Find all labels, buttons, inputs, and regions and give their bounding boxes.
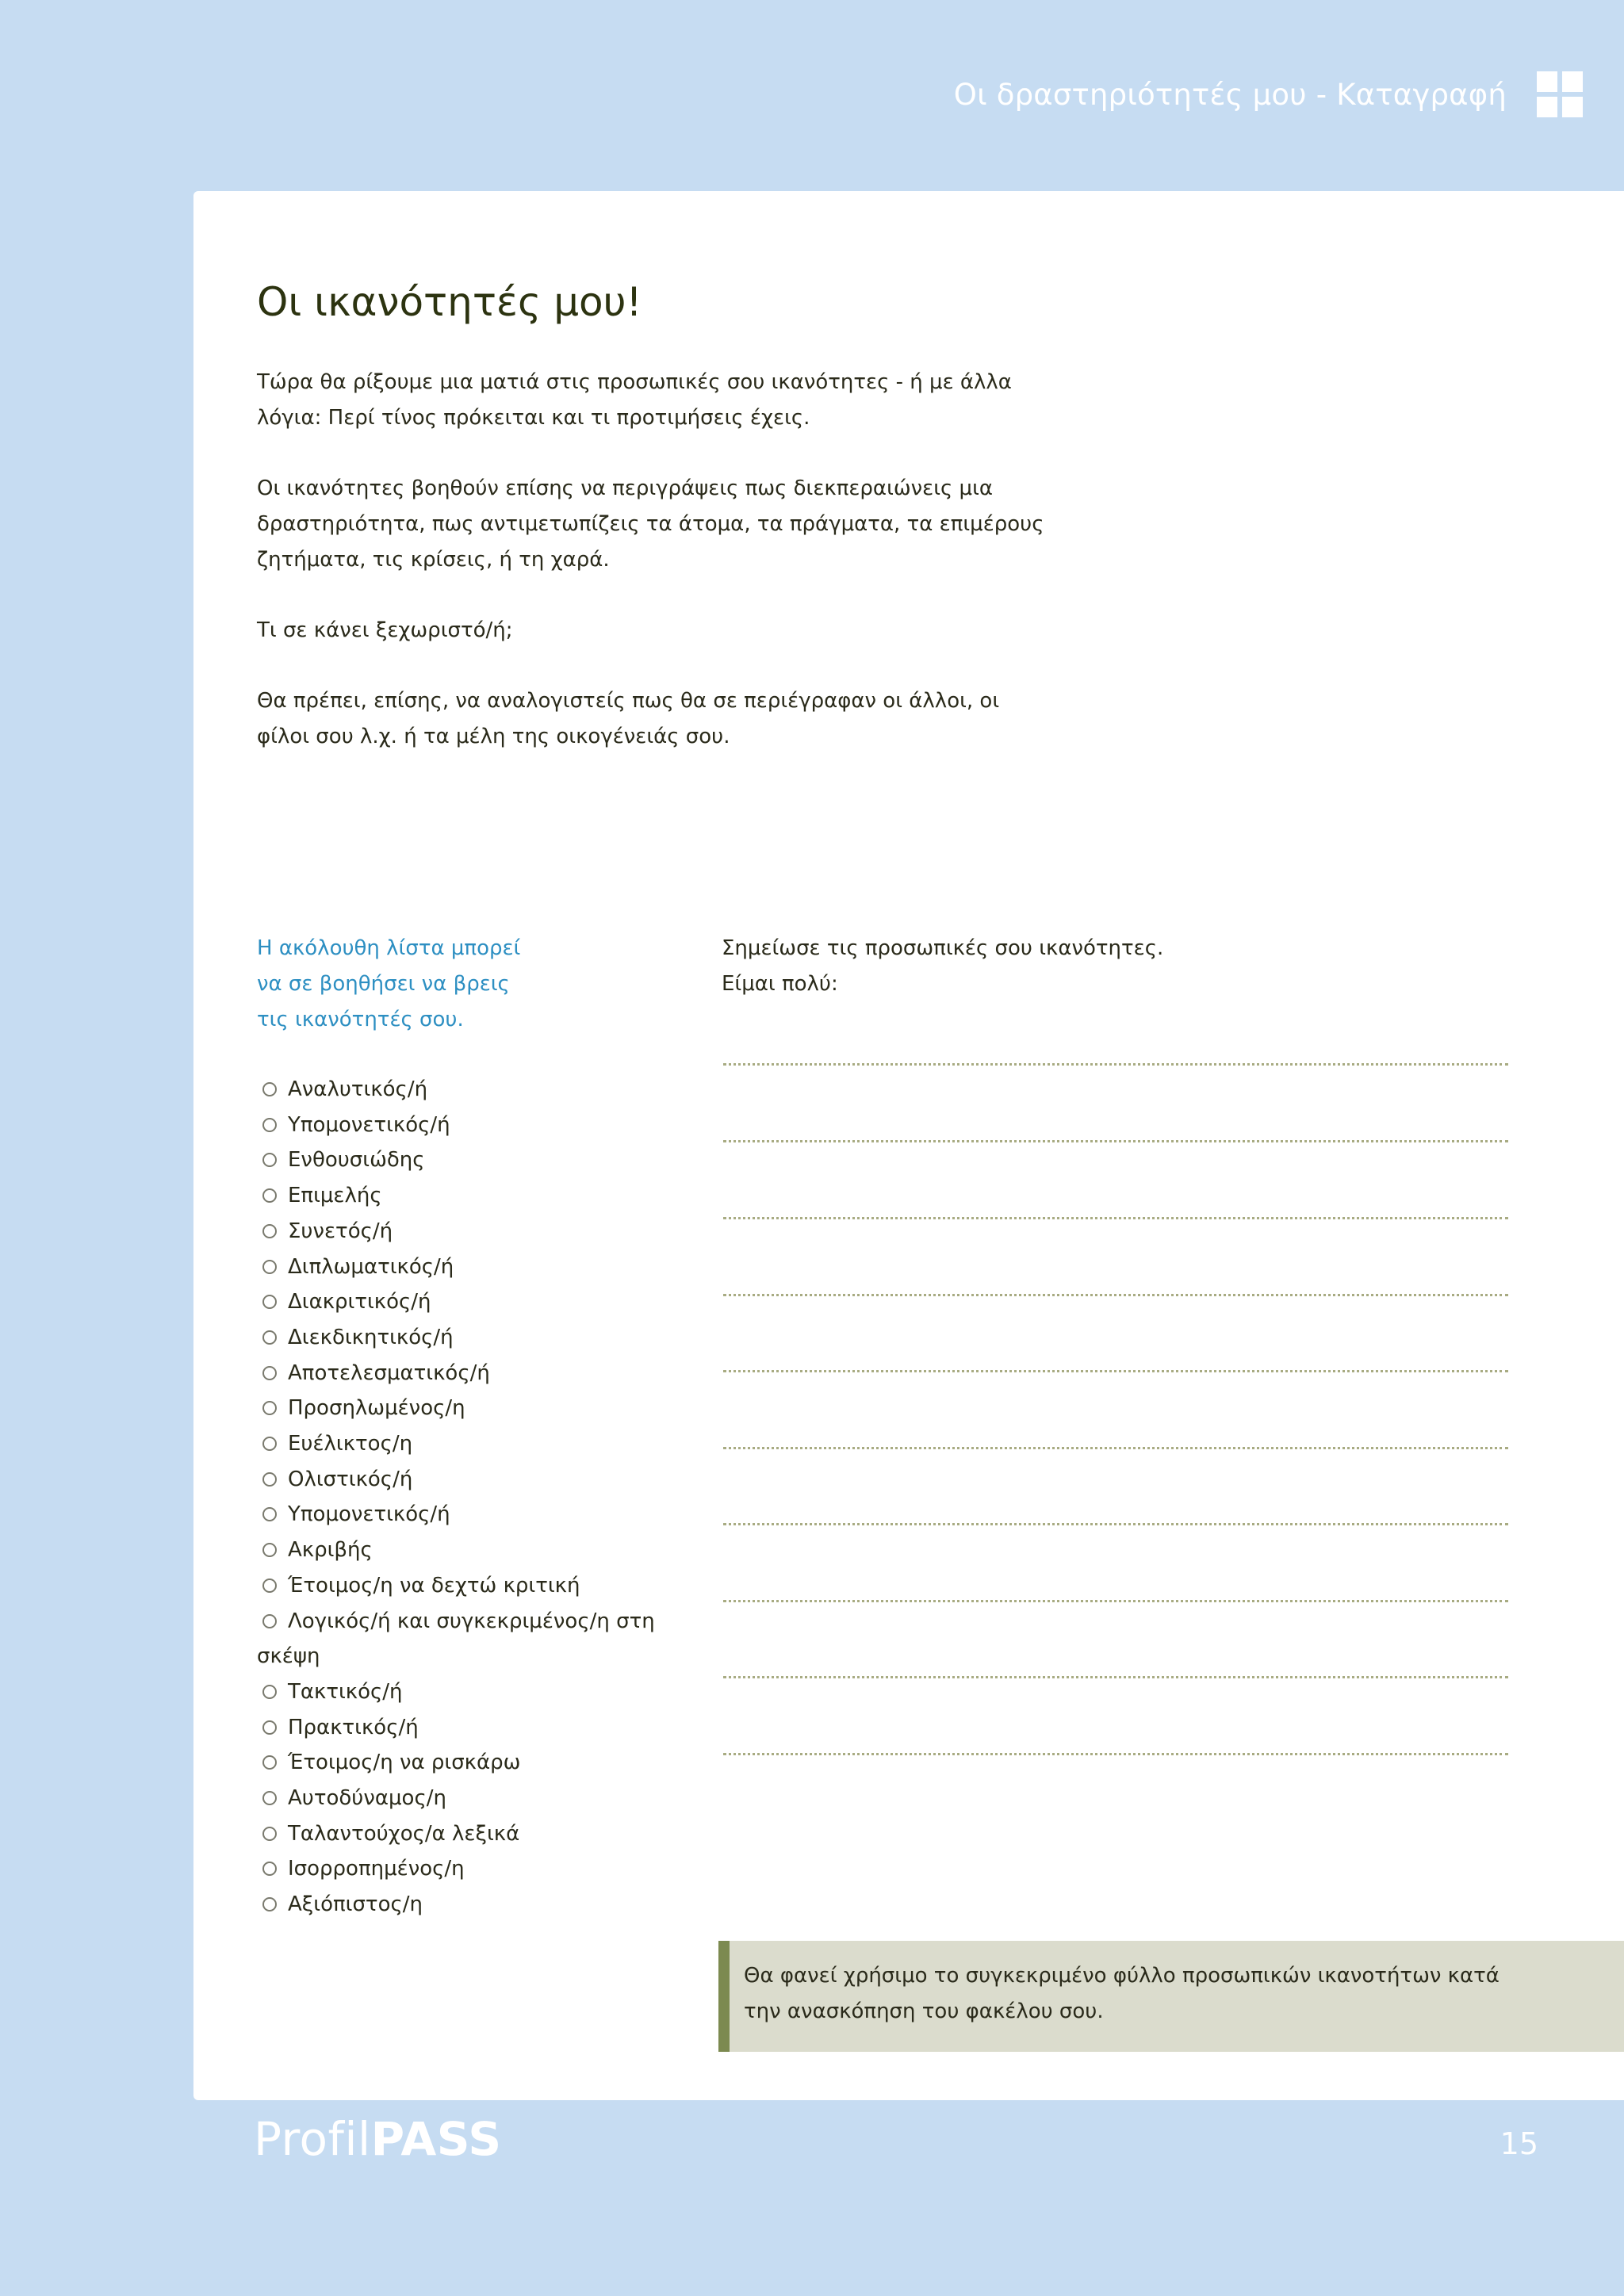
- skill-item[interactable]: [257, 1710, 669, 1746]
- skill-label: Επιμελής: [288, 1184, 382, 1208]
- radio-circle-icon[interactable]: [262, 1827, 277, 1841]
- radio-circle-icon[interactable]: [262, 1401, 277, 1415]
- skill-item[interactable]: [257, 1781, 669, 1816]
- skill-item[interactable]: [257, 1108, 669, 1143]
- skill-label: Αξιόπιστος/η: [288, 1892, 423, 1917]
- skill-label: Ακριβής: [288, 1538, 373, 1563]
- notes-instructions: [722, 931, 1277, 1002]
- skill-item[interactable]: [257, 1568, 669, 1604]
- skill-label: Προσηλωμένος/η: [288, 1396, 465, 1421]
- intro-paragraph: Τι σε κάνει ξεχωριστό/ή;: [257, 618, 513, 642]
- skill-label: Ολιστικός/ή: [288, 1467, 413, 1491]
- page-title: Οι ικανότητές μου!: [257, 279, 642, 325]
- section-title: Οι δραστηριότητές μου - Καταγραφή: [953, 78, 1507, 112]
- skill-item[interactable]: [257, 1178, 669, 1214]
- notes-instruction-line: Σημείωσε τις προσωπικές σου ικανότητες.: [722, 936, 1164, 960]
- skills-checklist: [257, 1072, 669, 1923]
- radio-circle-icon[interactable]: [262, 1188, 277, 1203]
- skill-item[interactable]: [257, 1887, 669, 1923]
- tip-callout-text: Θα φανεί χρήσιμο το συγκεκριμένο φύλλο προσωπικών ικανοτήτων κατά την ανασκόπηση του φακέλου σου.: [744, 1964, 1500, 2023]
- notes-instruction-line: Είμαι πολύ:: [722, 972, 838, 996]
- radio-circle-icon[interactable]: [262, 1366, 277, 1380]
- skill-item[interactable]: [257, 1214, 669, 1249]
- radio-circle-icon[interactable]: [262, 1897, 277, 1911]
- radio-circle-icon[interactable]: [262, 1118, 277, 1132]
- skill-item[interactable]: [257, 1674, 669, 1710]
- write-in-line[interactable]: [723, 1217, 1508, 1219]
- skill-label: Λογικός/ή και συγκεκριμένος/η στη σκέψη: [257, 1609, 655, 1669]
- skill-item[interactable]: [257, 1816, 669, 1852]
- intro-text: [257, 365, 1050, 790]
- skill-label: Συνετός/ή: [288, 1219, 393, 1243]
- skill-label: Ισορροπημένος/η: [288, 1857, 465, 1881]
- skill-item[interactable]: [257, 1249, 669, 1285]
- brand-logo: [254, 2112, 502, 2166]
- radio-circle-icon[interactable]: [262, 1260, 277, 1274]
- skill-label: Αυτοδύναμος/η: [288, 1786, 446, 1811]
- skill-label: Ενθουσιώδης: [288, 1148, 425, 1173]
- radio-circle-icon[interactable]: [262, 1543, 277, 1557]
- write-in-line[interactable]: [723, 1753, 1508, 1755]
- hint-text: Η ακόλουθη λίστα μπορεί να σε βοηθήσει να βρεις τις ικανότητές σου.: [257, 936, 521, 1031]
- radio-circle-icon[interactable]: [262, 1153, 277, 1167]
- radio-circle-icon[interactable]: [262, 1862, 277, 1876]
- radio-circle-icon[interactable]: [262, 1472, 277, 1487]
- brand-logo-part: PASS: [370, 2112, 502, 2166]
- skill-item[interactable]: [257, 1356, 669, 1391]
- skill-item[interactable]: [257, 1745, 669, 1781]
- tip-callout: [718, 1941, 1624, 2052]
- skill-label: Ταλαντούχος/α λεξικά: [288, 1821, 520, 1846]
- write-in-line[interactable]: [723, 1294, 1508, 1296]
- skill-item[interactable]: [257, 1320, 669, 1356]
- skill-label: Αποτελεσματικός/ή: [288, 1360, 490, 1385]
- write-in-line[interactable]: [723, 1523, 1508, 1525]
- skill-item[interactable]: [257, 1851, 669, 1887]
- radio-circle-icon[interactable]: [262, 1685, 277, 1699]
- skill-label: Πρακτικός/ή: [288, 1715, 419, 1739]
- skill-item[interactable]: [257, 1604, 669, 1674]
- page-number: 15: [1500, 2126, 1538, 2161]
- intro-paragraph: Θα πρέπει, επίσης, να αναλογιστείς πως θα σε περιέγραφαν οι άλλοι, οι φίλοι σου λ.χ. ή τα μέλη της οικογένειάς σου.: [257, 689, 1000, 748]
- skill-item[interactable]: [257, 1072, 669, 1108]
- skill-label: Διακριτικός/ή: [288, 1290, 431, 1314]
- radio-circle-icon[interactable]: [262, 1791, 277, 1805]
- skill-item[interactable]: [257, 1533, 669, 1568]
- intro-paragraph: Οι ικανότητες βοηθούν επίσης να περιγράψεις πως διεκπεραιώνεις μια δραστηριότητα, πως αντιμετωπίζεις τα άτομα, τα πράγματα, τα επιμέρους ζητήματα, τις κρίσεις, ή τη χαρά.: [257, 476, 1044, 572]
- radio-circle-icon[interactable]: [262, 1082, 277, 1096]
- skill-item[interactable]: [257, 1142, 669, 1178]
- intro-paragraph: Τώρα θα ρίξουμε μια ματιά στις προσωπικές σου ικανότητες - ή με άλλα λόγια: Περί τίνος πρόκειται και τι προτιμήσεις έχεις.: [257, 370, 1012, 430]
- radio-circle-icon[interactable]: [262, 1224, 277, 1238]
- skill-label: Υπομονετικός/ή: [288, 1112, 450, 1137]
- skill-item[interactable]: [257, 1284, 669, 1320]
- radio-circle-icon[interactable]: [262, 1755, 277, 1770]
- grid-logo-icon: [1537, 71, 1583, 117]
- write-in-line[interactable]: [723, 1600, 1508, 1602]
- radio-circle-icon[interactable]: [262, 1295, 277, 1309]
- write-in-line[interactable]: [723, 1676, 1508, 1678]
- skill-item[interactable]: [257, 1462, 669, 1498]
- skill-item[interactable]: [257, 1391, 669, 1426]
- write-in-line[interactable]: [723, 1370, 1508, 1372]
- skill-label: Υπομονετικός/ή: [288, 1502, 450, 1527]
- radio-circle-icon[interactable]: [262, 1614, 277, 1628]
- skill-label: Διπλωματικός/ή: [288, 1254, 454, 1279]
- write-in-line[interactable]: [723, 1447, 1508, 1449]
- radio-circle-icon[interactable]: [262, 1437, 277, 1451]
- skill-label: Διεκδικητικός/ή: [288, 1325, 454, 1349]
- write-in-line[interactable]: [723, 1063, 1508, 1066]
- skill-item[interactable]: [257, 1426, 669, 1462]
- radio-circle-icon[interactable]: [262, 1330, 277, 1345]
- write-in-line[interactable]: [723, 1140, 1508, 1142]
- skill-label: Τακτικός/ή: [288, 1679, 403, 1704]
- skill-item[interactable]: [257, 1497, 669, 1533]
- radio-circle-icon[interactable]: [262, 1507, 277, 1521]
- skill-label: Ευέλικτος/η: [288, 1432, 413, 1456]
- skill-label: Αναλυτικός/ή: [288, 1077, 428, 1101]
- radio-circle-icon[interactable]: [262, 1578, 277, 1593]
- skill-label: Έτοιμος/η να ρισκάρω: [288, 1751, 521, 1775]
- radio-circle-icon[interactable]: [262, 1720, 277, 1735]
- skill-label: Έτοιμος/η να δεχτώ κριτική: [288, 1573, 580, 1598]
- brand-logo-part: Profil: [254, 2112, 371, 2166]
